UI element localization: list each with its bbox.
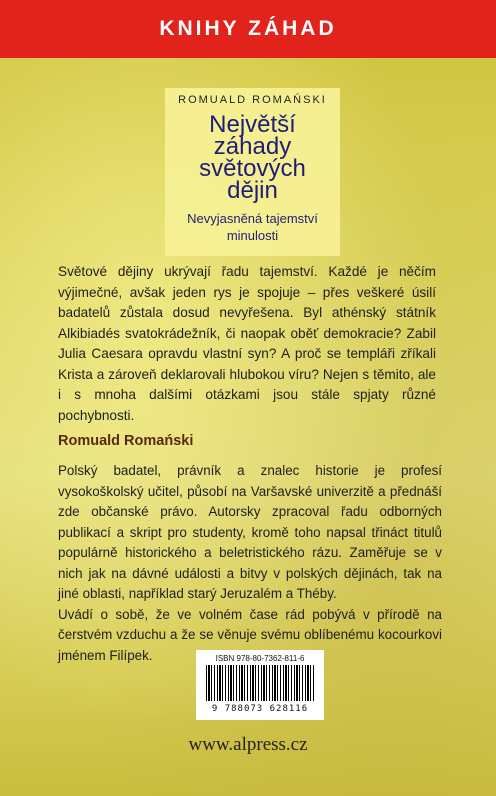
bio-paragraph: Polský badatel, právník a znalec historie je profesí vysokoškolský učitel, působí na Varšavské univerzitě a přednáší zde občanské právo. Autorsky zpracoval řadu odborných publikací a skript pro studenty, kromě toho napsal třináct titulů populárně historického a beletristického rázu. Zaměřuje se v nich jak na dávné události a bitvy v polských dějinách, tak na jiné oblasti, například starý Jeruzalém a Théby. xyxy=(58,463,442,601)
title-box xyxy=(165,88,340,256)
title-line: dějin xyxy=(227,177,278,204)
isbn-text: ISBN 978-80-7362-811-6 xyxy=(215,654,305,663)
author-heading: Romuald Romański xyxy=(58,433,194,449)
author-name-top: ROMUALD ROMAŃSKI xyxy=(178,94,327,106)
barcode-box xyxy=(196,650,324,720)
book-title xyxy=(165,111,340,204)
title-line: záhady xyxy=(213,133,292,160)
series-title: KNIHY ZÁHAD xyxy=(159,17,337,40)
barcode-number: 9 788073 628116 xyxy=(211,704,309,714)
book-subtitle xyxy=(165,210,340,244)
publisher-website: www.alpress.cz xyxy=(188,734,308,755)
blurb-text: Světové dějiny ukrývají řadu tajemství. Každé je něčím výjimečné, avšak jeden rys je spojuje – přes veškeré úsilí badatelů zůstala dosud nevyřešena. Byl athénský státník Alkibiadés svatokrádežník, či naopak oběť demokracie? Zabil Julia Caesara opravdu vlastní syn? A proč se templáři zříkali Krista a zároveň deklarovali hlubokou víru? Nejen s těmito, ale i s mnoha dalšími otázkami jsou stále spjaty různé pochybnosti. xyxy=(58,264,436,423)
author-bio xyxy=(58,461,442,666)
bio-paragraph: Uvádí o sobě, že ve volném čase rád pobývá v přírodě na čerstvém vzduchu a že se věnuje svému oblíbenému kocourkovi jménem Filípek. xyxy=(58,606,442,663)
subtitle-line: minulosti xyxy=(226,228,279,243)
subtitle-line: Nevyjasněná tajemství xyxy=(187,211,318,226)
title-line: světových xyxy=(199,155,306,182)
title-line: Největší xyxy=(209,111,296,138)
barcode-bars xyxy=(206,665,314,701)
series-band xyxy=(0,0,496,58)
